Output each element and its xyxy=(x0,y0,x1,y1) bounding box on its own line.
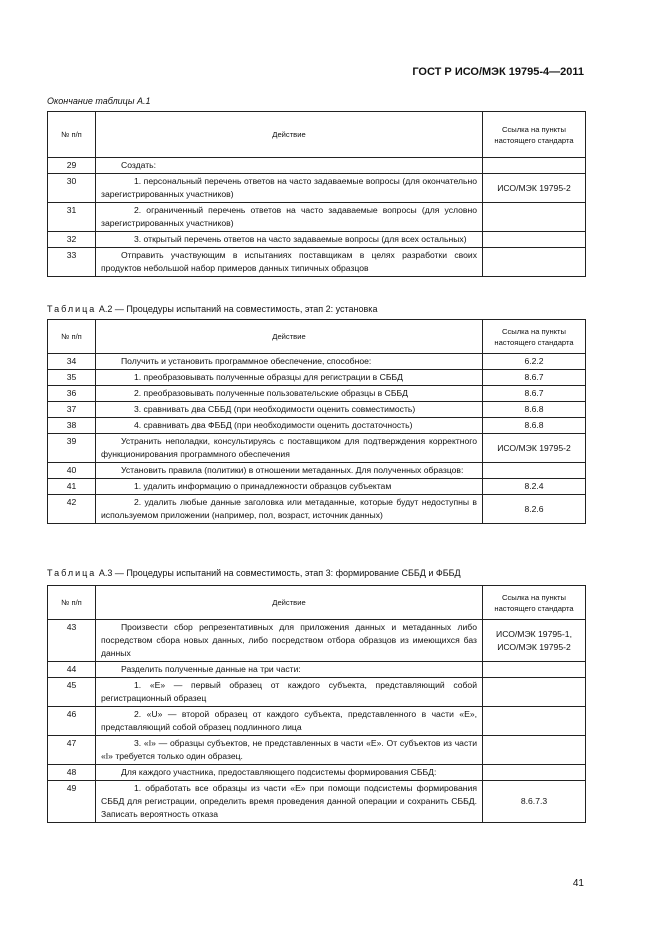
table-row xyxy=(48,662,586,678)
column-header-action: Действие xyxy=(96,112,483,158)
row-reference xyxy=(483,158,586,174)
row-number: 38 xyxy=(48,418,96,434)
table-row xyxy=(48,203,586,232)
row-number: 37 xyxy=(48,402,96,418)
row-action: 1. удалить информацию о принадлежности образцов субъектам xyxy=(96,479,483,495)
row-action: Создать: xyxy=(96,158,483,174)
table2-caption-text: А.2 — Процедуры испытаний на совместимость, этап 2: установка xyxy=(98,304,378,314)
column-header-number: № п/п xyxy=(48,320,96,354)
row-reference: 8.2.6 xyxy=(483,495,586,524)
column-header-action: Действие xyxy=(96,586,483,620)
table-row xyxy=(48,248,586,277)
row-number: 40 xyxy=(48,463,96,479)
table-row xyxy=(48,678,586,707)
table-header-row xyxy=(48,112,586,158)
row-action: 3. «I» — образцы субъектов, не представленных в части «E». От субъектов из части «I» требуется только один образец. xyxy=(96,736,483,765)
row-reference xyxy=(483,662,586,678)
row-number: 32 xyxy=(48,232,96,248)
row-reference xyxy=(483,736,586,765)
table-row xyxy=(48,434,586,463)
row-number: 48 xyxy=(48,765,96,781)
column-header-action: Действие xyxy=(96,320,483,354)
row-action: 2. удалить любые данные заголовка или метаданные, которые будут недоступны в используемом приложении (например, пол, возраст, источник данных) xyxy=(96,495,483,524)
row-reference: ИСО/МЭК 19795-2 xyxy=(483,434,586,463)
table2-caption xyxy=(47,304,377,314)
row-reference xyxy=(483,232,586,248)
row-reference: 8.2.4 xyxy=(483,479,586,495)
row-reference: ИСО/МЭК 19795-1, ИСО/МЭК 19795-2 xyxy=(483,620,586,662)
column-header-reference: Ссылка на пункты настоящего стандарта xyxy=(483,320,586,354)
row-number: 49 xyxy=(48,781,96,823)
row-number: 39 xyxy=(48,434,96,463)
page-number: 41 xyxy=(572,878,584,889)
row-number: 36 xyxy=(48,386,96,402)
row-action: 2. ограниченный перечень ответов на часто задаваемые вопросы (для условно зарегистрированных участников) xyxy=(96,203,483,232)
row-number: 35 xyxy=(48,370,96,386)
row-action: 1. обработать все образцы из части «E» при помощи подсистемы формирования СББД для регистрации, определить время проведения данной операции и сохранить СББД. Записать вероятность отказа xyxy=(96,781,483,823)
table-row xyxy=(48,765,586,781)
row-reference xyxy=(483,463,586,479)
document-header: ГОСТ Р ИСО/МЭК 19795-4—2011 xyxy=(412,66,584,78)
row-action: Получить и установить программное обеспечение, способное: xyxy=(96,354,483,370)
row-action: Произвести сбор репрезентативных для приложения данных и метаданных либо посредством сбора новых данных, либо посредством отбора образцов из имеющихся баз данных xyxy=(96,620,483,662)
table-row xyxy=(48,495,586,524)
table-a3 xyxy=(47,585,586,823)
table-row xyxy=(48,781,586,823)
row-number: 41 xyxy=(48,479,96,495)
row-action: 2. «U» — второй образец от каждого субъекта, представленного в части «E», представляющий собой образец подлинного лица xyxy=(96,707,483,736)
row-number: 46 xyxy=(48,707,96,736)
table1-caption: Окончание таблицы А.1 xyxy=(47,96,151,106)
row-action: Устранить неполадки, консультируясь с поставщиком для подтверждения корректного функционирования программного обеспечения xyxy=(96,434,483,463)
row-reference: 6.2.2 xyxy=(483,354,586,370)
row-reference: 8.6.8 xyxy=(483,418,586,434)
table-row xyxy=(48,736,586,765)
table3-caption-text: А.3 — Процедуры испытаний на совместимость, этап 3: формирование СББД и ФББД xyxy=(98,568,461,578)
row-action: Установить правила (политики) в отношении метаданных. Для полученных образцов: xyxy=(96,463,483,479)
row-number: 43 xyxy=(48,620,96,662)
row-reference: 8.6.7 xyxy=(483,386,586,402)
row-reference: 8.6.7.3 xyxy=(483,781,586,823)
table-a2 xyxy=(47,319,586,524)
table-row xyxy=(48,174,586,203)
row-action: 4. сравнивать два ФББД (при необходимости оценить достаточность) xyxy=(96,418,483,434)
table-row xyxy=(48,463,586,479)
row-action: Разделить полученные данные на три части: xyxy=(96,662,483,678)
column-header-reference: Ссылка на пункты настоящего стандарта xyxy=(483,586,586,620)
table-a1 xyxy=(47,111,586,277)
table3-caption xyxy=(47,568,461,578)
row-action: 1. преобразовывать полученные образцы для регистрации в СББД xyxy=(96,370,483,386)
table-row xyxy=(48,232,586,248)
row-number: 29 xyxy=(48,158,96,174)
table-row xyxy=(48,386,586,402)
column-header-number: № п/п xyxy=(48,112,96,158)
table-header-row xyxy=(48,320,586,354)
row-number: 34 xyxy=(48,354,96,370)
row-reference: 8.6.7 xyxy=(483,370,586,386)
row-reference xyxy=(483,248,586,277)
row-action: 1. персональный перечень ответов на часто задаваемые вопросы (для окончательно зарегистрированных участников) xyxy=(96,174,483,203)
column-header-reference: Ссылка на пункты настоящего стандарта xyxy=(483,112,586,158)
row-reference: 8.6.8 xyxy=(483,402,586,418)
table-row xyxy=(48,354,586,370)
table-row xyxy=(48,158,586,174)
column-header-number: № п/п xyxy=(48,586,96,620)
row-reference xyxy=(483,707,586,736)
row-action: 1. «E» — первый образец от каждого субъекта, представляющий собой регистрационный образец xyxy=(96,678,483,707)
row-action: 3. открытый перечень ответов на часто задаваемые вопросы (для всех остальных) xyxy=(96,232,483,248)
row-reference xyxy=(483,678,586,707)
row-number: 33 xyxy=(48,248,96,277)
table2-caption-prefix: Таблица xyxy=(47,304,97,314)
row-number: 42 xyxy=(48,495,96,524)
table-row xyxy=(48,370,586,386)
row-action: 2. преобразовывать полученные пользовательские образцы в СББД xyxy=(96,386,483,402)
table-row xyxy=(48,479,586,495)
row-reference: ИСО/МЭК 19795-2 xyxy=(483,174,586,203)
table-header-row xyxy=(48,586,586,620)
table3-caption-prefix: Таблица xyxy=(47,568,97,578)
row-action: 3. сравнивать два СББД (при необходимости оценить совместимость) xyxy=(96,402,483,418)
row-number: 47 xyxy=(48,736,96,765)
row-reference xyxy=(483,765,586,781)
table-row xyxy=(48,402,586,418)
table-row xyxy=(48,707,586,736)
row-action: Отправить участвующим в испытаниях поставщикам в целях разработки своих продуктов небольшой набор примеров данных типичных образцов xyxy=(96,248,483,277)
row-reference xyxy=(483,203,586,232)
row-number: 30 xyxy=(48,174,96,203)
table-row xyxy=(48,620,586,662)
row-action: Для каждого участника, предоставляющего подсистемы формирования СББД: xyxy=(96,765,483,781)
row-number: 44 xyxy=(48,662,96,678)
row-number: 31 xyxy=(48,203,96,232)
row-number: 45 xyxy=(48,678,96,707)
table-row xyxy=(48,418,586,434)
